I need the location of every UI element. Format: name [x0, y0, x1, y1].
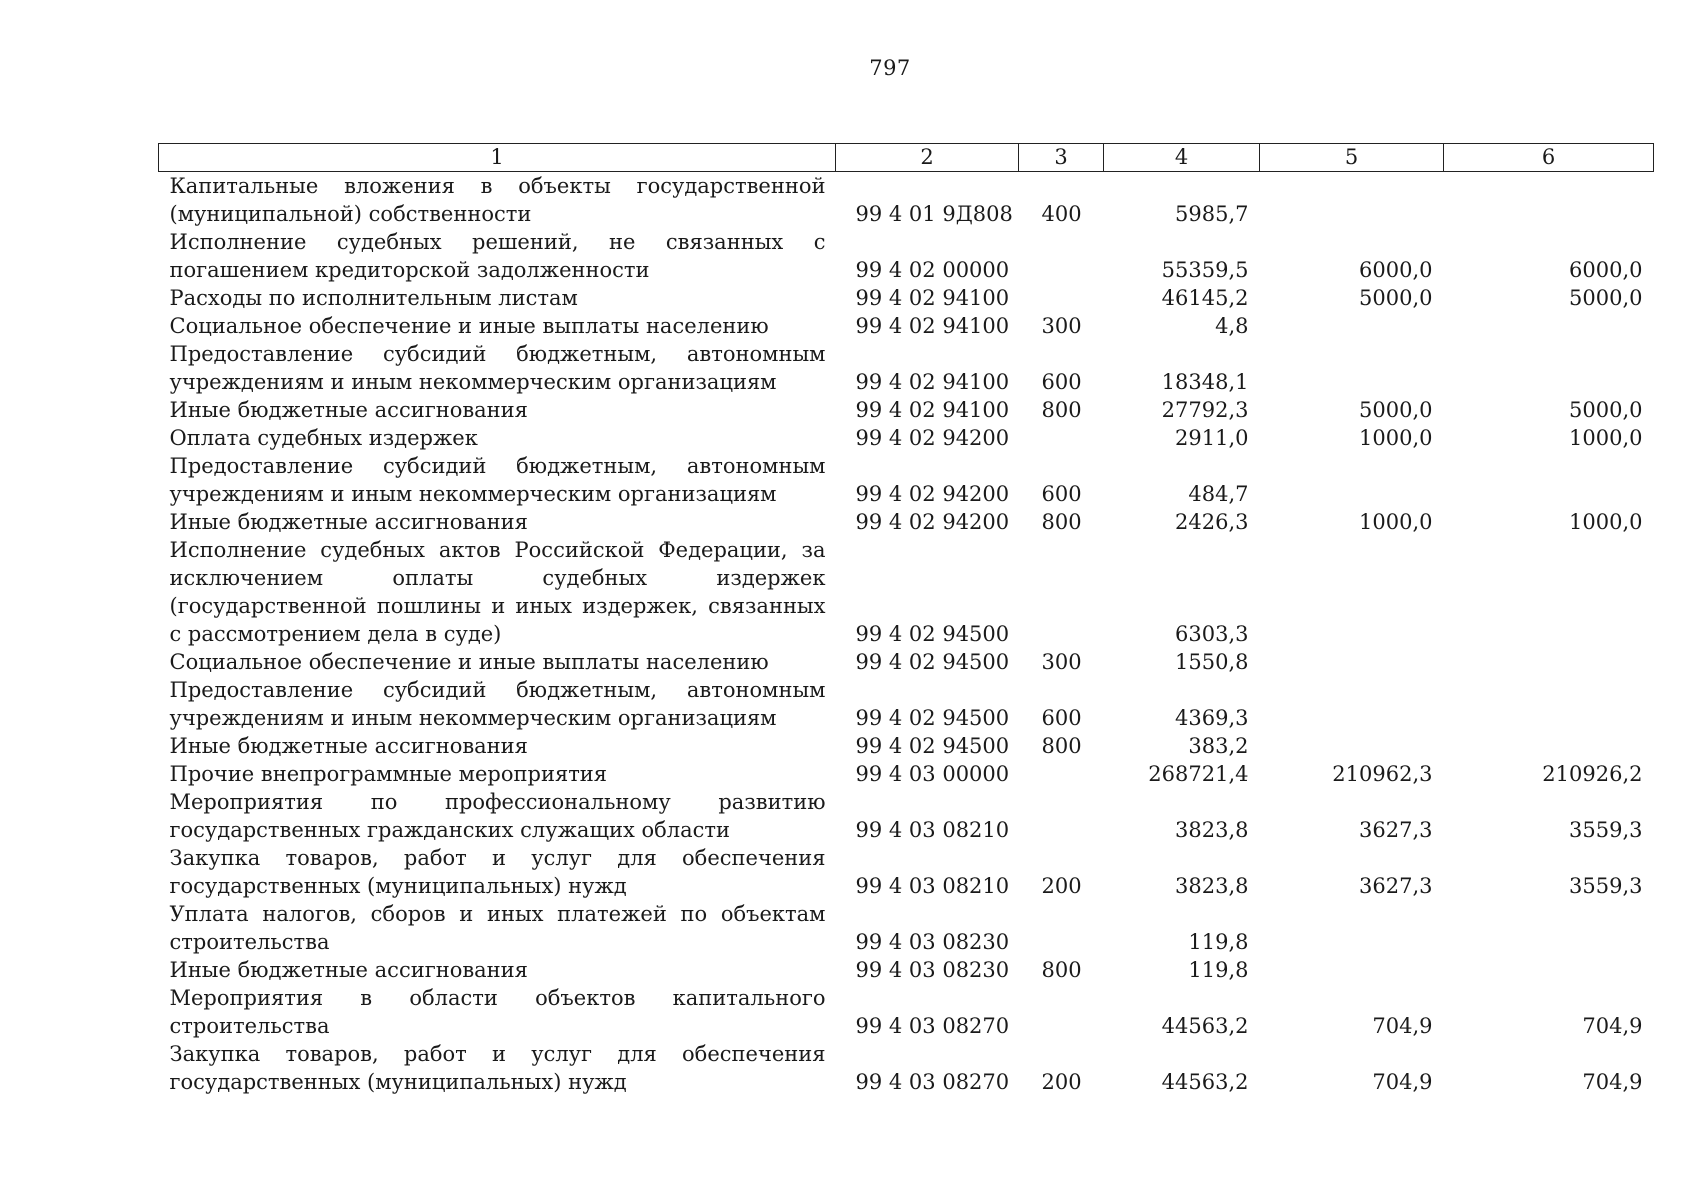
- row-value-col4: 484,7: [1188, 482, 1249, 506]
- row-value-col4: 268721,4: [1148, 762, 1249, 786]
- row-expense-type: 200: [1041, 874, 1082, 898]
- table-row: [159, 732, 1654, 760]
- row-expense-type: [1019, 788, 1104, 844]
- row-value-col4: 3823,8: [1175, 818, 1249, 842]
- row-code: 99 4 02 94100: [855, 398, 1010, 422]
- row-value-col6: [1444, 312, 1654, 340]
- row-name: Уплата налогов, сборов и иных платежей по объектам строительства: [169, 902, 826, 954]
- row-value-col4: 18348,1: [1161, 370, 1249, 394]
- table-row: [159, 536, 1654, 648]
- page-number: 797: [869, 56, 911, 80]
- header-col-5: 5: [1260, 144, 1444, 172]
- row-value-col5: 3627,3: [1359, 818, 1433, 842]
- table-row: [159, 844, 1654, 900]
- table-row: [159, 284, 1654, 312]
- row-value-col6: 5000,0: [1569, 286, 1643, 310]
- row-name: Иные бюджетные ассигнования: [169, 734, 528, 758]
- row-value-col6: 704,9: [1582, 1070, 1643, 1094]
- table-row: [159, 312, 1654, 340]
- row-name: Предоставление субсидий бюджетным, автономным учреждениям и иным некоммерческим организациям: [169, 678, 826, 730]
- row-value-col5: [1260, 648, 1444, 676]
- table-row: [159, 900, 1654, 956]
- row-code: 99 4 03 08270: [855, 1014, 1010, 1038]
- row-expense-type: 300: [1041, 314, 1082, 338]
- row-value-col4: 119,8: [1188, 930, 1249, 954]
- row-expense-type: 600: [1041, 370, 1082, 394]
- row-code: 99 4 03 08230: [855, 930, 1010, 954]
- row-value-col5: [1260, 732, 1444, 760]
- table-row: [159, 172, 1654, 229]
- row-code: 99 4 02 94500: [855, 706, 1010, 730]
- row-expense-type: [1019, 900, 1104, 956]
- row-value-col6: 5000,0: [1569, 398, 1643, 422]
- row-expense-type: 800: [1041, 734, 1082, 758]
- table-row: [159, 648, 1654, 676]
- table-row: [159, 396, 1654, 424]
- row-code: 99 4 03 08210: [855, 818, 1010, 842]
- row-name: Иные бюджетные ассигнования: [169, 398, 528, 422]
- row-code: 99 4 02 00000: [855, 258, 1010, 282]
- row-name: Иные бюджетные ассигнования: [169, 958, 528, 982]
- row-code: 99 4 02 94100: [855, 314, 1010, 338]
- row-value-col5: [1260, 452, 1444, 508]
- row-name: Социальное обеспечение и иные выплаты населению: [169, 314, 769, 338]
- row-value-col6: [1444, 956, 1654, 984]
- table-row: [159, 956, 1654, 984]
- row-code: 99 4 02 94200: [855, 482, 1010, 506]
- row-value-col6: [1444, 676, 1654, 732]
- table-row: [159, 424, 1654, 452]
- header-col-6: 6: [1444, 144, 1654, 172]
- header-col-3: 3: [1019, 144, 1104, 172]
- row-value-col4: 1550,8: [1175, 650, 1249, 674]
- row-value-col4: 6303,3: [1175, 622, 1249, 646]
- row-value-col6: [1444, 536, 1654, 648]
- row-value-col4: 27792,3: [1161, 398, 1249, 422]
- row-value-col5: 210962,3: [1332, 762, 1433, 786]
- header-col-1: 1: [159, 144, 836, 172]
- row-value-col5: [1260, 340, 1444, 396]
- table-row: [159, 984, 1654, 1040]
- row-name: Исполнение судебных решений, не связанных с погашением кредиторской задолженности: [169, 230, 826, 282]
- row-value-col5: 704,9: [1372, 1014, 1433, 1038]
- table-row: [159, 508, 1654, 536]
- row-expense-type: 200: [1041, 1070, 1082, 1094]
- row-expense-type: 600: [1041, 706, 1082, 730]
- row-name: Закупка товаров, работ и услуг для обеспечения государственных (муниципальных) нужд: [169, 1042, 826, 1094]
- header-col-4: 4: [1104, 144, 1260, 172]
- row-value-col5: [1260, 312, 1444, 340]
- row-value-col6: 6000,0: [1569, 258, 1643, 282]
- row-expense-type: [1019, 284, 1104, 312]
- row-value-col4: 383,2: [1188, 734, 1249, 758]
- row-value-col4: 46145,2: [1161, 286, 1249, 310]
- row-value-col4: 2426,3: [1175, 510, 1249, 534]
- row-value-col6: 3559,3: [1569, 874, 1643, 898]
- row-value-col5: [1260, 172, 1444, 229]
- row-code: 99 4 03 08270: [855, 1070, 1010, 1094]
- row-code: 99 4 02 94200: [855, 510, 1010, 534]
- row-value-col5: [1260, 536, 1444, 648]
- row-code: 99 4 03 08210: [855, 874, 1010, 898]
- row-value-col6: 704,9: [1582, 1014, 1643, 1038]
- row-expense-type: 300: [1041, 650, 1082, 674]
- header-row: [159, 144, 1654, 172]
- table-row: [159, 676, 1654, 732]
- row-expense-type: 600: [1041, 482, 1082, 506]
- row-value-col4: 55359,5: [1161, 258, 1249, 282]
- row-value-col4: 44563,2: [1161, 1014, 1249, 1038]
- table-body: [159, 172, 1654, 1097]
- row-value-col6: [1444, 648, 1654, 676]
- table-row: [159, 1040, 1654, 1096]
- row-name: Мероприятия по профессиональному развитию государственных гражданских служащих области: [169, 790, 826, 842]
- row-value-col6: [1444, 340, 1654, 396]
- row-name: Прочие внепрограммные мероприятия: [169, 762, 608, 786]
- row-name: Иные бюджетные ассигнования: [169, 510, 528, 534]
- row-code: 99 4 03 00000: [855, 762, 1010, 786]
- row-expense-type: [1019, 760, 1104, 788]
- row-value-col6: [1444, 452, 1654, 508]
- row-value-col6: 1000,0: [1569, 510, 1643, 534]
- row-name: Социальное обеспечение и иные выплаты населению: [169, 650, 769, 674]
- row-expense-type: 800: [1041, 958, 1082, 982]
- table-row: [159, 340, 1654, 396]
- row-value-col5: 3627,3: [1359, 874, 1433, 898]
- row-expense-type: 800: [1041, 510, 1082, 534]
- row-value-col5: [1260, 900, 1444, 956]
- row-value-col5: 1000,0: [1359, 510, 1433, 534]
- row-value-col5: 6000,0: [1359, 258, 1433, 282]
- row-value-col5: [1260, 956, 1444, 984]
- row-expense-type: [1019, 228, 1104, 284]
- row-code: 99 4 02 94200: [855, 426, 1010, 450]
- row-value-col4: 44563,2: [1161, 1070, 1249, 1094]
- row-name: Оплата судебных издержек: [169, 426, 478, 450]
- row-value-col4: 4369,3: [1175, 706, 1249, 730]
- row-code: 99 4 03 08230: [855, 958, 1010, 982]
- row-value-col6: 210926,2: [1542, 762, 1643, 786]
- row-value-col5: 5000,0: [1359, 398, 1433, 422]
- row-value-col4: 5985,7: [1175, 202, 1249, 226]
- row-value-col4: 119,8: [1188, 958, 1249, 982]
- row-name: Мероприятия в области объектов капитального строительства: [169, 986, 826, 1038]
- table-row: [159, 228, 1654, 284]
- row-code: 99 4 01 9Д808: [855, 202, 1013, 226]
- row-value-col5: 704,9: [1372, 1070, 1433, 1094]
- row-expense-type: [1019, 984, 1104, 1040]
- row-code: 99 4 02 94500: [855, 734, 1010, 758]
- row-value-col6: 3559,3: [1569, 818, 1643, 842]
- row-value-col4: 3823,8: [1175, 874, 1249, 898]
- row-name: Закупка товаров, работ и услуг для обеспечения государственных (муниципальных) нужд: [169, 846, 826, 898]
- row-name: Капитальные вложения в объекты государственной (муниципальной) собственности: [169, 174, 826, 226]
- row-name: Исполнение судебных актов Российской Федерации, за исключением оплаты судебных издержек (государственной пошлины и иных издержек, связанных с рассмотрением дела в суде): [169, 538, 826, 646]
- header-col-2: 2: [836, 144, 1019, 172]
- row-value-col6: [1444, 172, 1654, 229]
- row-code: 99 4 02 94500: [855, 650, 1010, 674]
- row-value-col4: 2911,0: [1175, 426, 1249, 450]
- row-expense-type: [1019, 424, 1104, 452]
- row-code: 99 4 02 94100: [855, 286, 1010, 310]
- row-code: 99 4 02 94500: [855, 622, 1010, 646]
- row-value-col4: 4,8: [1215, 314, 1249, 338]
- row-value-col6: [1444, 732, 1654, 760]
- row-value-col5: 5000,0: [1359, 286, 1433, 310]
- row-name: Предоставление субсидий бюджетным, автономным учреждениям и иным некоммерческим организациям: [169, 342, 826, 394]
- row-value-col5: 1000,0: [1359, 426, 1433, 450]
- row-expense-type: 400: [1041, 202, 1082, 226]
- row-expense-type: [1019, 536, 1104, 648]
- table-row: [159, 760, 1654, 788]
- table-row: [159, 452, 1654, 508]
- row-value-col5: [1260, 676, 1444, 732]
- table-row: [159, 788, 1654, 844]
- row-expense-type: 800: [1041, 398, 1082, 422]
- row-code: 99 4 02 94100: [855, 370, 1010, 394]
- row-name: Расходы по исполнительным листам: [169, 286, 578, 310]
- budget-table: [158, 143, 1654, 1096]
- row-value-col6: 1000,0: [1569, 426, 1643, 450]
- row-name: Предоставление субсидий бюджетным, автономным учреждениям и иным некоммерческим организациям: [169, 454, 826, 506]
- row-value-col6: [1444, 900, 1654, 956]
- table-header: [159, 144, 1654, 172]
